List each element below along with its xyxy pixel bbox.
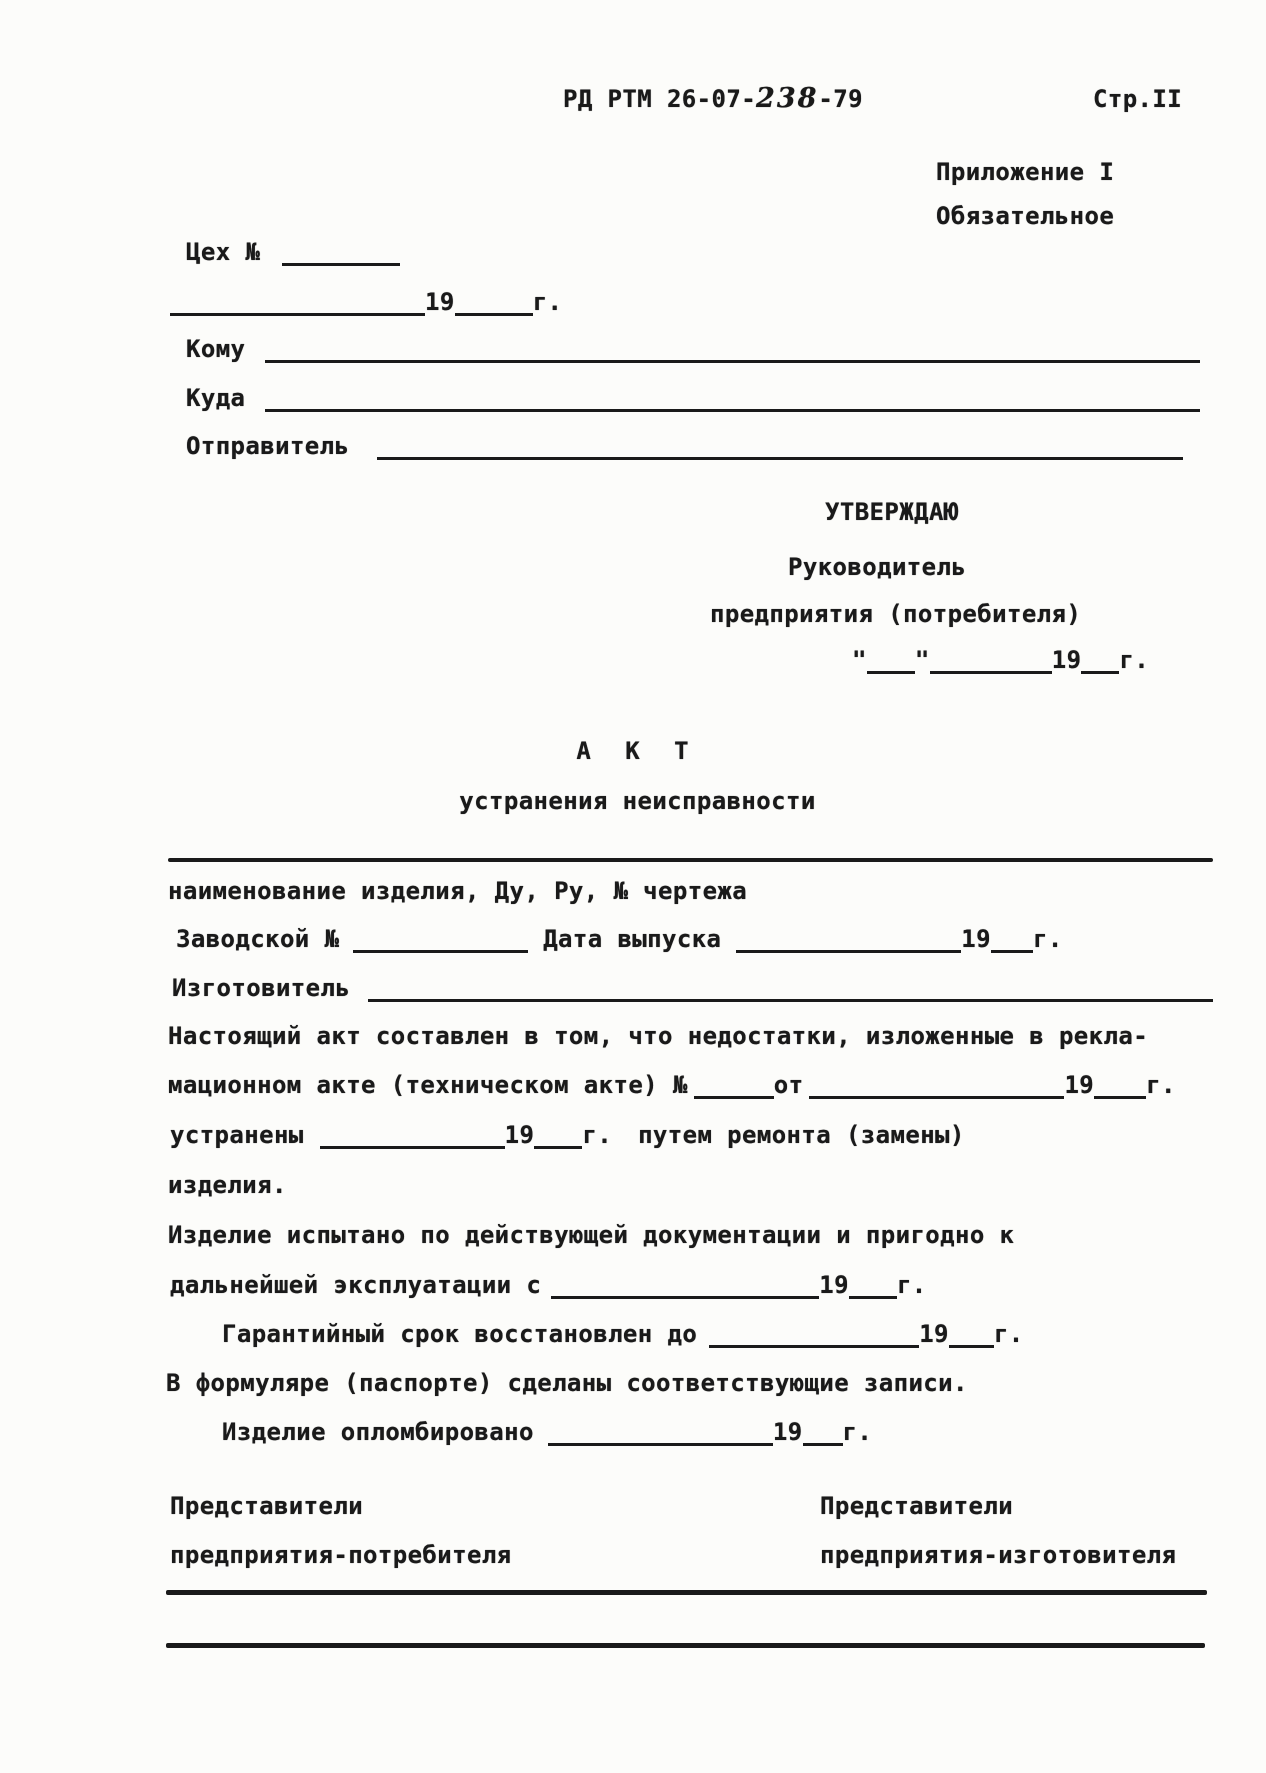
manufacturer-blank-field xyxy=(368,979,1213,1002)
separator-line xyxy=(168,858,1213,862)
year-blank-field xyxy=(455,293,533,316)
factory-line xyxy=(176,924,1063,954)
factory-no-blank-field xyxy=(353,930,528,953)
act-no-blank-field xyxy=(694,1076,774,1099)
approver-role: Руководитель xyxy=(788,553,967,581)
to-line xyxy=(186,334,1200,364)
from-word: от xyxy=(773,1071,804,1099)
from-date-blank-field xyxy=(809,1076,1064,1099)
sealed-label: Изделие опломбировано xyxy=(222,1418,534,1446)
date-line xyxy=(170,287,562,317)
signature-line-1 xyxy=(166,1590,1207,1595)
doc-code-prefix: РД РТМ 26-07- xyxy=(563,85,757,113)
year-blank-field xyxy=(534,1126,582,1149)
signature-left-org: предприятия-потребителя xyxy=(170,1541,512,1569)
records-line: В формуляре (паспорте) сделаны соответствующие записи. xyxy=(166,1369,968,1397)
where-blank-field xyxy=(265,389,1200,412)
paragraph-line-1: Настоящий акт составлен в том, что недостатки, изложенные в рекла- xyxy=(168,1022,1149,1050)
warranty-date-blank-field xyxy=(709,1325,919,1348)
tested-line-2 xyxy=(170,1270,927,1300)
year-blank-field xyxy=(1094,1076,1146,1099)
page-number: Стр.II xyxy=(1093,85,1183,113)
eliminated-label: устранены xyxy=(170,1121,304,1149)
year-suffix: г. xyxy=(1119,646,1150,674)
appendix-kind: Обязательное xyxy=(936,202,1115,230)
workshop-line xyxy=(186,237,400,267)
year-suffix: г. xyxy=(842,1418,873,1446)
year-prefix: 19 xyxy=(772,1418,803,1446)
workshop-label: Цех № xyxy=(186,238,261,266)
approval-date-line xyxy=(852,645,1149,675)
product-word: изделия. xyxy=(168,1171,287,1199)
doc-code-number-handwritten: 238 xyxy=(756,83,819,114)
claim-act-label: мационном акте (техническом акте) № xyxy=(168,1071,688,1099)
where-line xyxy=(186,383,1200,413)
year-blank-field xyxy=(991,930,1033,953)
year-suffix: г. xyxy=(993,1320,1024,1348)
signature-right-title: Представители xyxy=(820,1492,1014,1520)
eliminated-date-blank-field xyxy=(320,1126,505,1149)
act-title: А К Т xyxy=(576,737,699,765)
year-suffix: г. xyxy=(1032,925,1063,953)
repair-note: путем ремонта (замены) xyxy=(638,1121,965,1149)
warranty-line xyxy=(222,1319,1024,1349)
year-blank-field xyxy=(803,1423,843,1446)
year-suffix: г. xyxy=(896,1271,927,1299)
open-quote: " xyxy=(852,646,867,674)
day-blank-field xyxy=(867,651,915,674)
exploitation-label: дальнейшей эксплуатации с xyxy=(170,1271,542,1299)
month-blank-field xyxy=(930,651,1052,674)
doc-code-suffix: -79 xyxy=(818,85,863,113)
tested-line-1: Изделие испытано по действующей документации и пригодно к xyxy=(168,1221,1015,1249)
doc-code xyxy=(563,84,863,114)
sender-blank-field xyxy=(377,437,1183,460)
year-suffix: г. xyxy=(582,1121,613,1149)
warranty-label: Гарантийный срок восстановлен до xyxy=(222,1320,698,1348)
year-suffix: г. xyxy=(1146,1071,1176,1099)
issue-date-blank-field xyxy=(736,930,961,953)
year-prefix: 19 xyxy=(819,1271,849,1299)
appendix-title: Приложение I xyxy=(936,158,1115,186)
year-blank-field xyxy=(849,1276,897,1299)
act-subtitle: устранения неисправности xyxy=(459,787,816,815)
item-caption: наименование изделия, Ду, Ру, № чертежа xyxy=(168,877,748,905)
exploitation-date-blank-field xyxy=(551,1276,819,1299)
year-prefix: 19 xyxy=(504,1121,535,1149)
year-prefix: 19 xyxy=(1051,646,1082,674)
year-prefix: 19 xyxy=(919,1320,949,1348)
year-blank-field xyxy=(1081,651,1119,674)
close-quote: " xyxy=(914,646,930,674)
date-blank-field xyxy=(170,293,425,316)
factory-no-label: Заводской № xyxy=(176,925,340,953)
sealed-line xyxy=(222,1417,872,1447)
signature-right-org: предприятия-изготовителя xyxy=(820,1541,1177,1569)
to-label: Кому xyxy=(186,335,246,363)
sealed-date-blank-field xyxy=(548,1423,773,1446)
year-prefix: 19 xyxy=(1064,1071,1095,1099)
sender-line xyxy=(186,431,1183,461)
approve-word: УТВЕРЖДАЮ xyxy=(825,498,959,526)
manufacturer-line xyxy=(172,973,1213,1003)
to-blank-field xyxy=(265,340,1200,363)
manufacturer-label: Изготовитель xyxy=(172,974,351,1002)
approver-org: предприятия (потребителя) xyxy=(710,600,1082,628)
where-label: Куда xyxy=(186,384,246,412)
year-suffix: г. xyxy=(532,288,563,316)
workshop-blank-field xyxy=(282,243,400,266)
year-blank-field xyxy=(949,1325,994,1348)
signature-line-2 xyxy=(166,1643,1205,1648)
year-prefix: 19 xyxy=(961,925,991,953)
year-prefix: 19 xyxy=(425,288,455,316)
paragraph-line-2 xyxy=(168,1070,1176,1100)
signature-left-title: Представители xyxy=(170,1492,364,1520)
eliminated-line xyxy=(170,1120,965,1150)
issue-date-label: Дата выпуска xyxy=(543,925,722,953)
sender-label: Отправитель xyxy=(186,432,350,460)
